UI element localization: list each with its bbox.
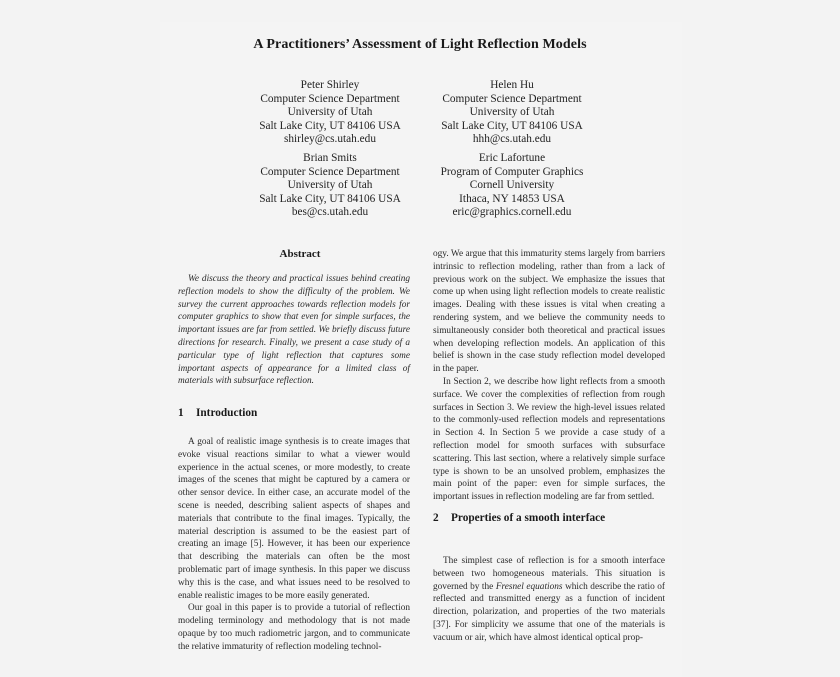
- section-2-paragraph: [433, 555, 665, 645]
- author-name: Peter Shirley: [300, 79, 360, 91]
- author-city: Salt Lake City, UT 84106 USA: [259, 119, 401, 132]
- author-org: Cornell University: [469, 179, 555, 192]
- author-email: shirley@cs.utah.edu: [284, 133, 376, 146]
- right-column-body: [433, 248, 665, 504]
- right-paragraph-2: In Section 2, we describe how light reflects from a smooth surface. We cover the complexities of reflection from rough surfaces in Section 3. We review the high-level issues related to the commonly-used reflection models and representations in Section 4. In Section 5 we provide a case study of a reflection model for smooth surfaces with subsurface scattering. This last section, where a relatively simple surface type is shown to be an unsolved problem, emphasizes the main point of the paper: even for simple surfaces, the important issues in reflection modeling are far from settled.: [433, 376, 665, 503]
- author-block-3: [230, 152, 430, 220]
- section-title: Properties of a smooth interface: [451, 512, 606, 524]
- section-number: 2: [433, 512, 439, 524]
- author-org: University of Utah: [287, 106, 373, 119]
- author-dept: Computer Science Department: [442, 92, 582, 105]
- author-name: Eric Lafortune: [478, 152, 546, 164]
- author-block-4: [412, 152, 612, 220]
- author-name: Helen Hu: [490, 79, 534, 91]
- right-paragraph-1: ogy. We argue that this immaturity stems largely from barriers intrinsic to reflection modeling, rather than from a lack of previous work on the subject. We emphasize the issues that come up when using light reflection models to create realistic images. Dealing with these issues is vital when creating a rendering system, and we believe the community needs to simultaneously consider both theoretical and practical issues when developing reflection models. An application of this belief is shown in the case study reflection model developed in the paper.: [433, 249, 665, 375]
- author-email: bes@cs.utah.edu: [291, 206, 369, 219]
- author-dept: Computer Science Department: [260, 165, 400, 178]
- section-1-heading: [178, 407, 257, 419]
- section-2-heading: [433, 512, 605, 524]
- abstract-column: [178, 273, 410, 388]
- section-title: Introduction: [196, 407, 258, 419]
- abstract-heading: Abstract: [279, 248, 321, 260]
- author-city: Ithaca, NY 14853 USA: [459, 192, 565, 205]
- author-block-2: [412, 79, 612, 147]
- section-2-text-a: The simplest case of reflection is for a smooth interface between two homogeneous materials. This situation is governed by the: [433, 556, 665, 592]
- author-city: Salt Lake City, UT 84106 USA: [259, 192, 401, 205]
- fresnel-equations-term: Fresnel equations: [495, 581, 563, 592]
- paper-title: A Practitioners’ Assessment of Light Reflection Models: [253, 37, 587, 52]
- author-email: hhh@cs.utah.edu: [472, 133, 552, 146]
- author-city: Salt Lake City, UT 84106 USA: [441, 119, 583, 132]
- author-block-1: [230, 79, 430, 147]
- section-2-body: [433, 555, 665, 645]
- author-name: Brian Smits: [303, 152, 357, 164]
- author-dept: Computer Science Department: [260, 92, 400, 105]
- left-column-body: [178, 436, 410, 654]
- author-email: eric@graphics.cornell.edu: [452, 206, 572, 219]
- section-number: 1: [178, 407, 184, 419]
- section-2-text-b: which describe the ratio of reflected and transmitted energy as a function of incident direction, polarization, and properties of the two materials [37]. For simplicity we assume that one of the materials is vacuum or air, which have almost identical optical prop-: [433, 581, 665, 643]
- author-org: University of Utah: [287, 179, 373, 192]
- intro-paragraph-1: A goal of realistic image synthesis is to create images that evoke visual reactions similar to what a viewer would experience in the actual scenes, or more modestly, to create images of the scenes that might be captured by a camera or other sensor device. In either case, an accurate model of the scene is needed, describing salient aspects of shapes and materials that contribute to the final images. Typically, the material description is assumed to be the easiest part of creating an image [5]. However, it has been our experience that describing the materials can often be the most problematic part of image synthesis. In this paper we discuss why this is the case, and what issues need to be resolved to enable realistic images to be more easily generated.: [178, 437, 410, 601]
- abstract-text: We discuss the theory and practical issues behind creating reflection models to show the difficulty of the problem. We survey the current approaches towards reflection models for computer graphics to show that even for simple surfaces, the important issues are far from settled. We briefly discuss future directions for research. Finally, we present a case study of a particular type of light reflection that captures some important aspects of appearance for a limited class of materials with subsurface reflection.: [178, 274, 410, 387]
- intro-paragraph-2: Our goal in this paper is to provide a tutorial of reflection modeling terminology and methodology that is not made opaque by too much radiometric jargon, and to communicate the relative immaturity of reflection modeling technol-: [178, 603, 410, 652]
- author-org: University of Utah: [469, 106, 555, 119]
- author-dept: Program of Computer Graphics: [440, 165, 584, 178]
